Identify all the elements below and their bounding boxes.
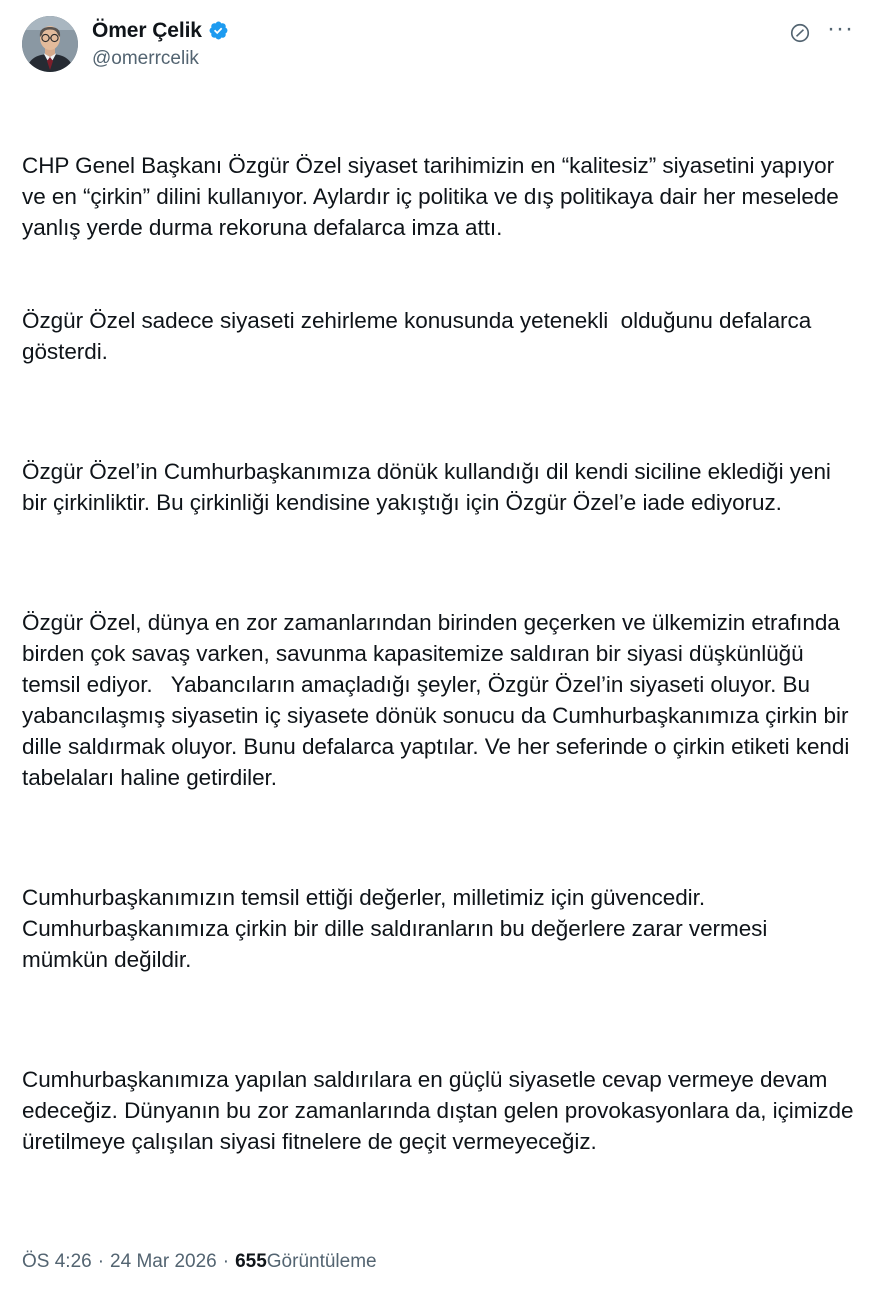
views-count: 655 <box>235 1251 267 1272</box>
display-name[interactable]: Ömer Çelik <box>92 19 202 42</box>
metadata-separator: · <box>97 1251 105 1272</box>
more-options-icon[interactable]: ··· <box>827 15 854 42</box>
tweet-date: 24 Mar 2026 <box>110 1251 217 1272</box>
account-handle[interactable]: @omerrcelik <box>92 48 199 70</box>
metadata-separator: · <box>222 1251 230 1272</box>
tweet-paragraph: Özgür Özel sadece siyaseti zehirleme konusunda yetenekli olduğunu defalarca gösterdi. <box>22 308 818 364</box>
header-actions <box>789 16 858 44</box>
tweet-metadata <box>22 1251 858 1289</box>
tweet-text <box>22 88 858 1219</box>
tweet-paragraph: Cumhurbaşkanımızın temsil ettiği değerler, milletimiz için güvencedir. Cumhurbaşkanımıza çirkin bir dille saldıranların bu değerlere zarar vermesi mümkün değildir. <box>22 885 774 972</box>
tweet-header <box>22 10 858 72</box>
tweet-paragraph: Özgür Özel, dünya en zor zamanlarından birinden geçerken ve ülkemizin etrafında birden çok savaş varken, savunma kapasitemize saldıran bir siyasi düşkünlüğü temsil ediyor. Yabancıların amaçladığı şeyler, Özgür Özel’in siyaseti oluyor. Bu yabancılaşmış siyasetin iç siyasete dönük sonucu da Cumhurbaşkanımıza çirkin bir dille saldırmak oluyor. Bunu defalarca yaptılar. Ve her seferinde o çirkin etiketi kendi tabelaları haline getirdiler. <box>22 610 856 790</box>
name-row <box>92 18 229 43</box>
avatar[interactable] <box>22 16 78 72</box>
tweet-paragraph: Özgür Özel’in Cumhurbaşkanımıza dönük kullandığı dil kendi siciline eklediği yeni bir çirkinliktir. Bu çirkinliği kendisine yakıştığı için Özgür Özel’e iade ediyoruz. <box>22 459 838 515</box>
verified-badge-icon <box>208 20 229 41</box>
account-identity[interactable] <box>92 16 229 72</box>
views-label: Görüntüleme <box>266 1251 377 1272</box>
tweet-time: ÖS 4:26 <box>22 1251 92 1272</box>
tweet-paragraph: Cumhurbaşkanımıza yapılan saldırılara en güçlü siyasetle cevap vermeye devam edeceğiz. Dünyanın bu zor zamanlarında dıştan gelen provokasyonlara da, içimizde üretilmeye çalışılan siyasi fitnelere de geçit vermeyeceğiz. <box>22 1067 860 1154</box>
tweet-paragraph: CHP Genel Başkanı Özgür Özel siyaset tarihimizin en “kalitesiz” siyasetini yapıyor ve en “çirkin” dilini kullanıyor. Aylardır iç politika ve dış politikaya dair her meselede yanlış yerde durma rekoruna defalarca imza attı. <box>22 153 845 240</box>
grok-actions-icon[interactable] <box>789 22 811 44</box>
